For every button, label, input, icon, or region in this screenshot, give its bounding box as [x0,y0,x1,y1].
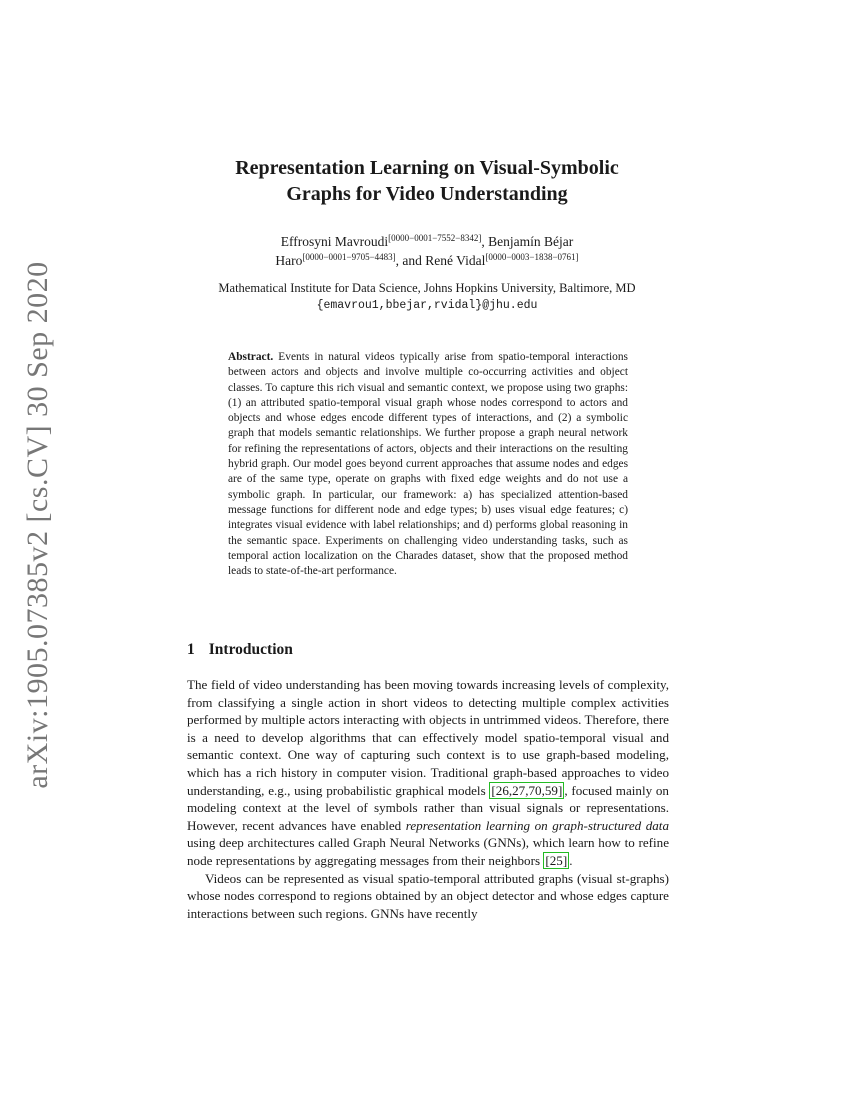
section-title: Introduction [208,641,293,658]
email-address: {emavrou1,bbejar,rvidal}@jhu.edu [316,299,538,312]
orcid-id: [0000−0003−1838−0761] [485,252,579,262]
author-line-2 [150,251,704,270]
arxiv-stamp [0,0,90,1100]
author-name: Effrosyni Mavroudi [280,234,389,249]
section-heading [187,640,667,660]
abstract [228,350,628,579]
abstract-label: Abstract. [228,351,274,363]
citation-link[interactable]: [26,27,70,59] [491,782,563,798]
paragraph: Videos can be represented as visual spatio-temporal attributed graphs (visual st-graphs) whose nodes correspond to regions obtained by an object detector and whose edges capture interactions between such regions. GNNs have recently [187,870,669,921]
citation-link[interactable]: [25] [545,852,568,868]
affiliation [150,280,704,314]
abstract-text: Events in natural videos typically arise from spatio-temporal interactions between actors and objects and involve multiple co-occurring activities and object classes. To capture this rich visual and semantic context, we propose using two graphs: (1) an attributed spatio-temporal visual graph whose nodes correspond to actors and objects and whose edges encode different types of interactions, and (2) a symbolic graph that models semantic relationships. We further propose a graph neural network for refining the representations of actors, objects and their interactions on the resulting hybrid graph. Our model goes beyond current approaches that assume nodes and edges are of the same type, operate on graphs with fixed edge weights and do not use a symbolic graph. In particular, our framework: a) has specialized attention-based message functions for different node and edge types; b) uses visual edge features; c) integrates visual evidence with label relationships; and d) performs global reasoning in the semantic space. Experiments on challenging video understanding tasks, such as temporal action localization on the Charades dataset, show that the proposed method leads to state-of-the-art performance. [228,351,628,578]
text-run: The field of video understanding has been moving towards increasing levels of complexity, from classifying a single action in short videos to detecting multiple complex activities performed by multiple actors interacting with objects in untrimmed videos. Therefore, there is a need to develop algorithms that can effectively model spatio-temporal visual and semantic context. One way of capturing such context is to use graph-based modeling, which has a rich history in computer vision. Traditional graph-based approaches to video understanding, e.g., using probabilistic graphical models [187,677,669,798]
section-number: 1 [187,641,195,658]
paragraph [187,676,669,870]
paper-title [150,155,704,207]
orcid-id: [0000−0001−7552−8342] [388,233,482,243]
emphasized-text: representation learning on graph-structured data [405,817,669,833]
institution: Mathematical Institute for Data Science, Johns Hopkins University, Baltimore, MD [218,281,636,295]
introduction-body [187,676,669,922]
author-name: , Benjamín Béjar [481,234,574,249]
title-line-2: Graphs for Video Understanding [286,183,568,205]
author-name: Haro [275,253,303,268]
author-list [150,232,704,270]
text-run: , focused mainly on modeling context at the level of symbols rather than visual signals or representations. However, recent advances have enabled [187,782,669,833]
orcid-id: [0000−0001−9705−4483] [302,252,396,262]
text-run: . [569,852,573,868]
title-line-1: Representation Learning on Visual-Symbolic [235,157,619,179]
arxiv-identifier: arXiv:1905.07385v2 [cs.CV] 30 Sep 2020 [21,261,54,789]
author-name: , and René Vidal [395,253,486,268]
text-run: using deep architectures called Graph Neural Networks (GNNs), which learn how to refine node representations by aggregating messages from their neighbors [187,835,669,868]
author-line-1 [150,232,704,251]
